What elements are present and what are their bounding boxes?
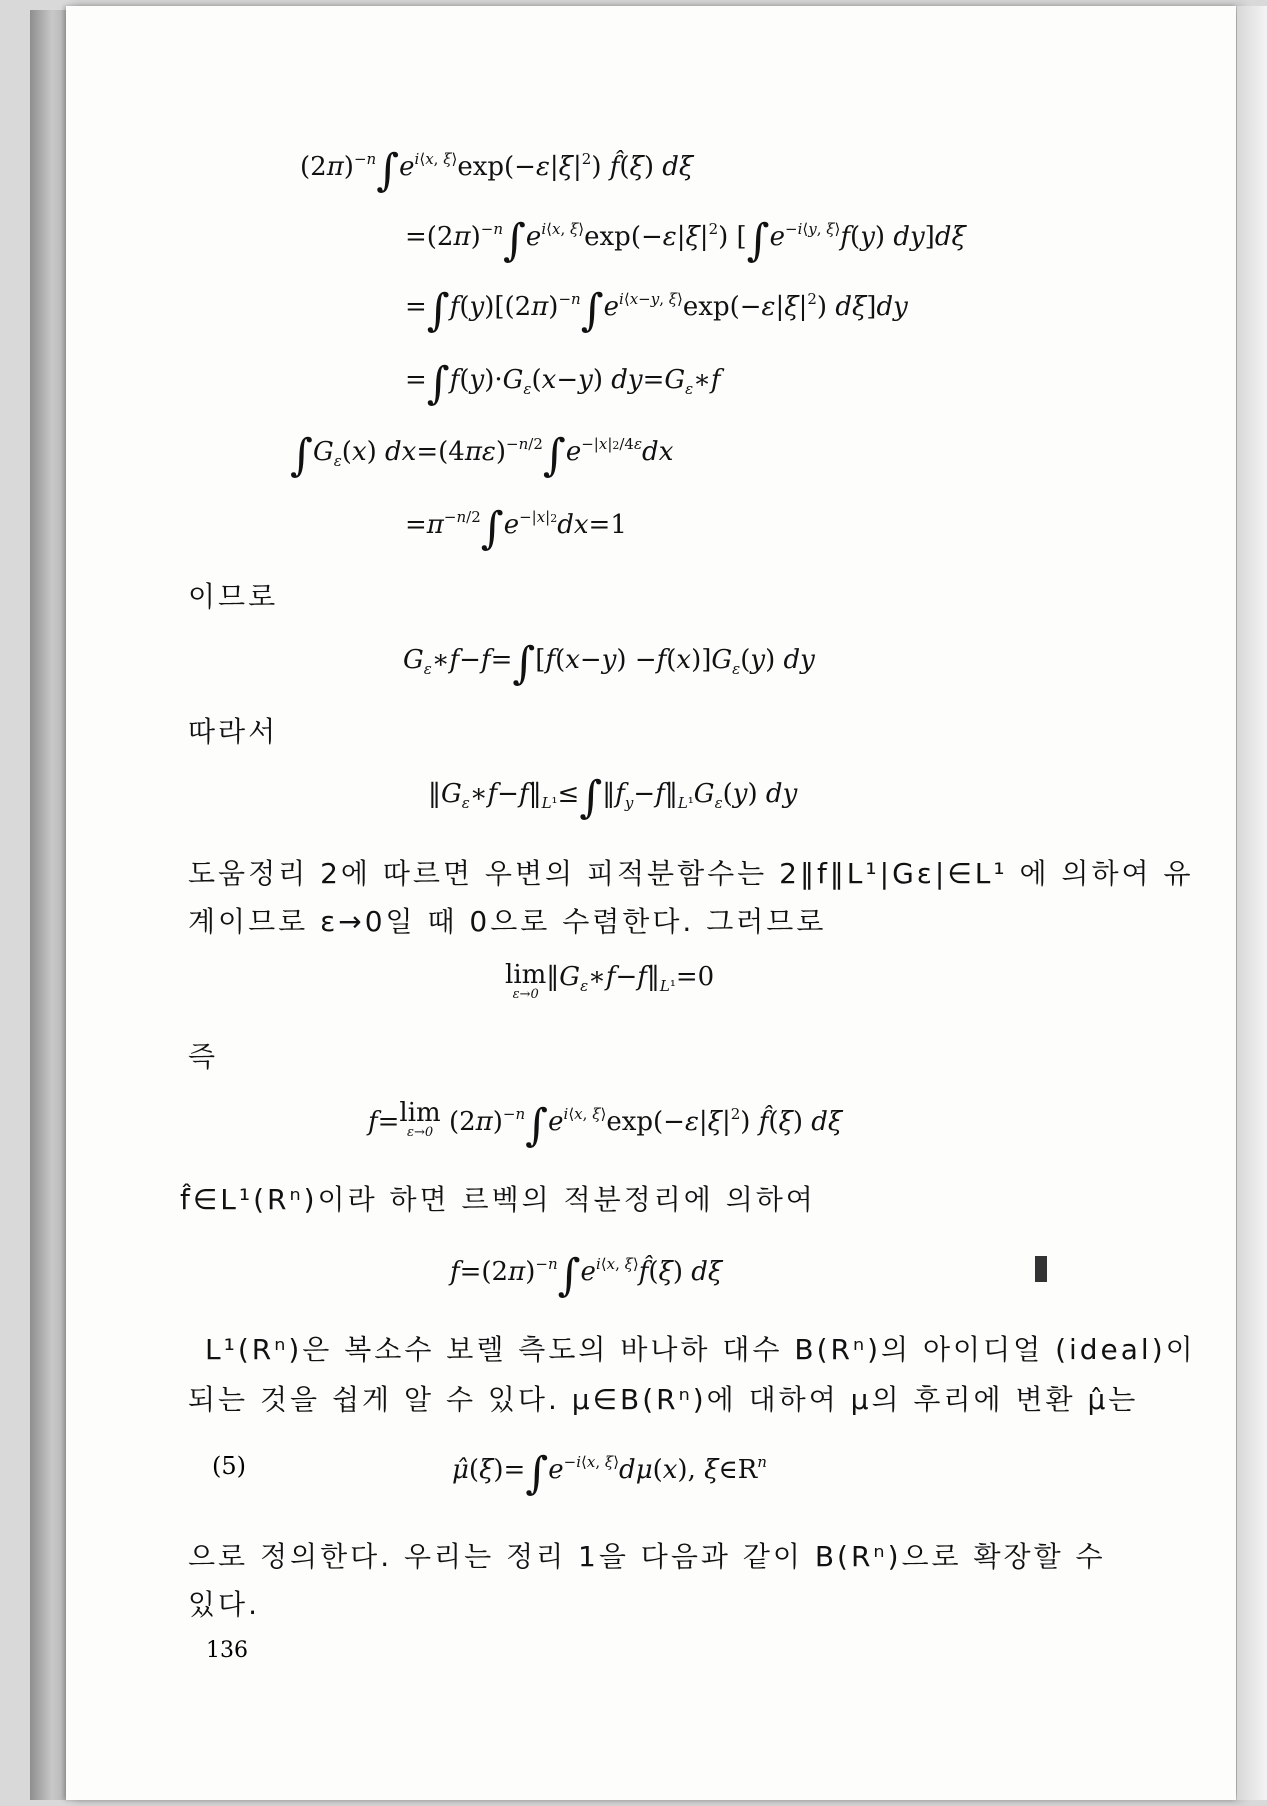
math-line-4: $=\int f(y)\cdot G_\varepsilon(x-y)$ $dy=G_\varepsilon∗f$ [405,358,721,409]
text-ttaraseo: 따라서 [188,715,279,748]
math-line-5: $\int G_\varepsilon(x)$ $dx=(4\pi\varepsilon)^{-n/2}\int e^{-|x|2/4\varepsilon}dx$ [290,430,674,481]
paragraph-2: f̂∈L¹(Rⁿ)이라 하면 르벡의 적분정리에 의하여 [180,1183,816,1216]
eq-limit: lim ε→0 $‖G_\varepsilon∗f-f‖_{L^1}=0$ [505,960,715,1002]
eq-mu-hat: $\mû(\xi)=\int e^{-i⟨x, \xi⟩}d\mu(x)$, $\xi\in R^n$ [452,1448,767,1499]
paragraph-3-line-1: L¹(Rⁿ)은 복소수 보렐 측도의 바나하 대수 B(Rⁿ)의 아이디얼 (ideal)이 [205,1333,1196,1366]
page-number: 136 [206,1638,248,1663]
text-imeuro: 이므로 [188,580,279,613]
math-line-1: $(2\pi)^{-n}\int e^{i⟨x, \xi⟩}\exp(-\varepsilon|\xi|^2)$ f̂(ξ) dξ [300,145,694,196]
eq-inversion: $f=(2\pi)^{-n}\int e^{i⟨x, \xi⟩}f̂(\xi)$ dξ [450,1250,723,1301]
paragraph-4-line-2: 있다. [188,1588,260,1621]
math-line-6: $=\pi^{-n/2}\int e^{-|x|2}dx=1$ [405,503,627,554]
math-line-3: $=\int f(y)[(2\pi)^{-n}\int e^{i⟨x-y, \xi⟩}\exp(-\varepsilon|\xi|^2)$ dξ]dy [405,285,908,336]
math-line-2: $=(2\pi)^{-n}\int e^{i⟨x, \xi⟩}\exp(-\varepsilon|\xi|^2)$ [$\int e^{-i⟨y, \xi⟩}f(y)$ dy]dξ [405,215,966,266]
qed-mark [1035,1256,1047,1282]
paragraph-1-line-2: 계이므로 ε→0일 때 0으로 수렴한다. 그러므로 [188,905,827,938]
paragraph-3-line-2: 되는 것을 쉽게 알 수 있다. μ∈B(Rⁿ)에 대하여 μ의 후리에 변환 μ̂는 [188,1383,1139,1416]
eq-f-limit: f=lim ε→0 $(2\pi)^{-n}\int e^{i⟨x, \xi⟩}\exp(-\varepsilon|\xi|^2)$ f̂(ξ) dξ [368,1098,843,1151]
text-jeuk: 즉 [188,1040,219,1073]
eq-f-limit-subscript: ε→0 [407,1125,434,1140]
paragraph-1-line-1: 도움정리 2에 따르면 우변의 피적분함수는 2‖f‖L¹|Gε|∈L¹ 에 의하여 유 [188,857,1194,890]
equation-number: (5) [212,1452,246,1480]
eq-limit-subscript: ε→0 [512,987,539,1002]
book-spine [30,10,70,1800]
eq-difference: $G_\varepsilon∗f-f=\int[f(x-y) -f(x)]G_\varepsilon(y)$ dy [403,638,815,689]
eq-norm-bound: $‖G_\varepsilon∗f-f‖_{L^1}\le\int‖f_y-f‖_{L^1}G_\varepsilon(y)$ dy [428,772,798,823]
paragraph-4-line-1: 으로 정의한다. 우리는 정리 1을 다음과 같이 B(Rⁿ)으로 확장할 수 [188,1540,1106,1573]
page-edge [1237,6,1267,1800]
